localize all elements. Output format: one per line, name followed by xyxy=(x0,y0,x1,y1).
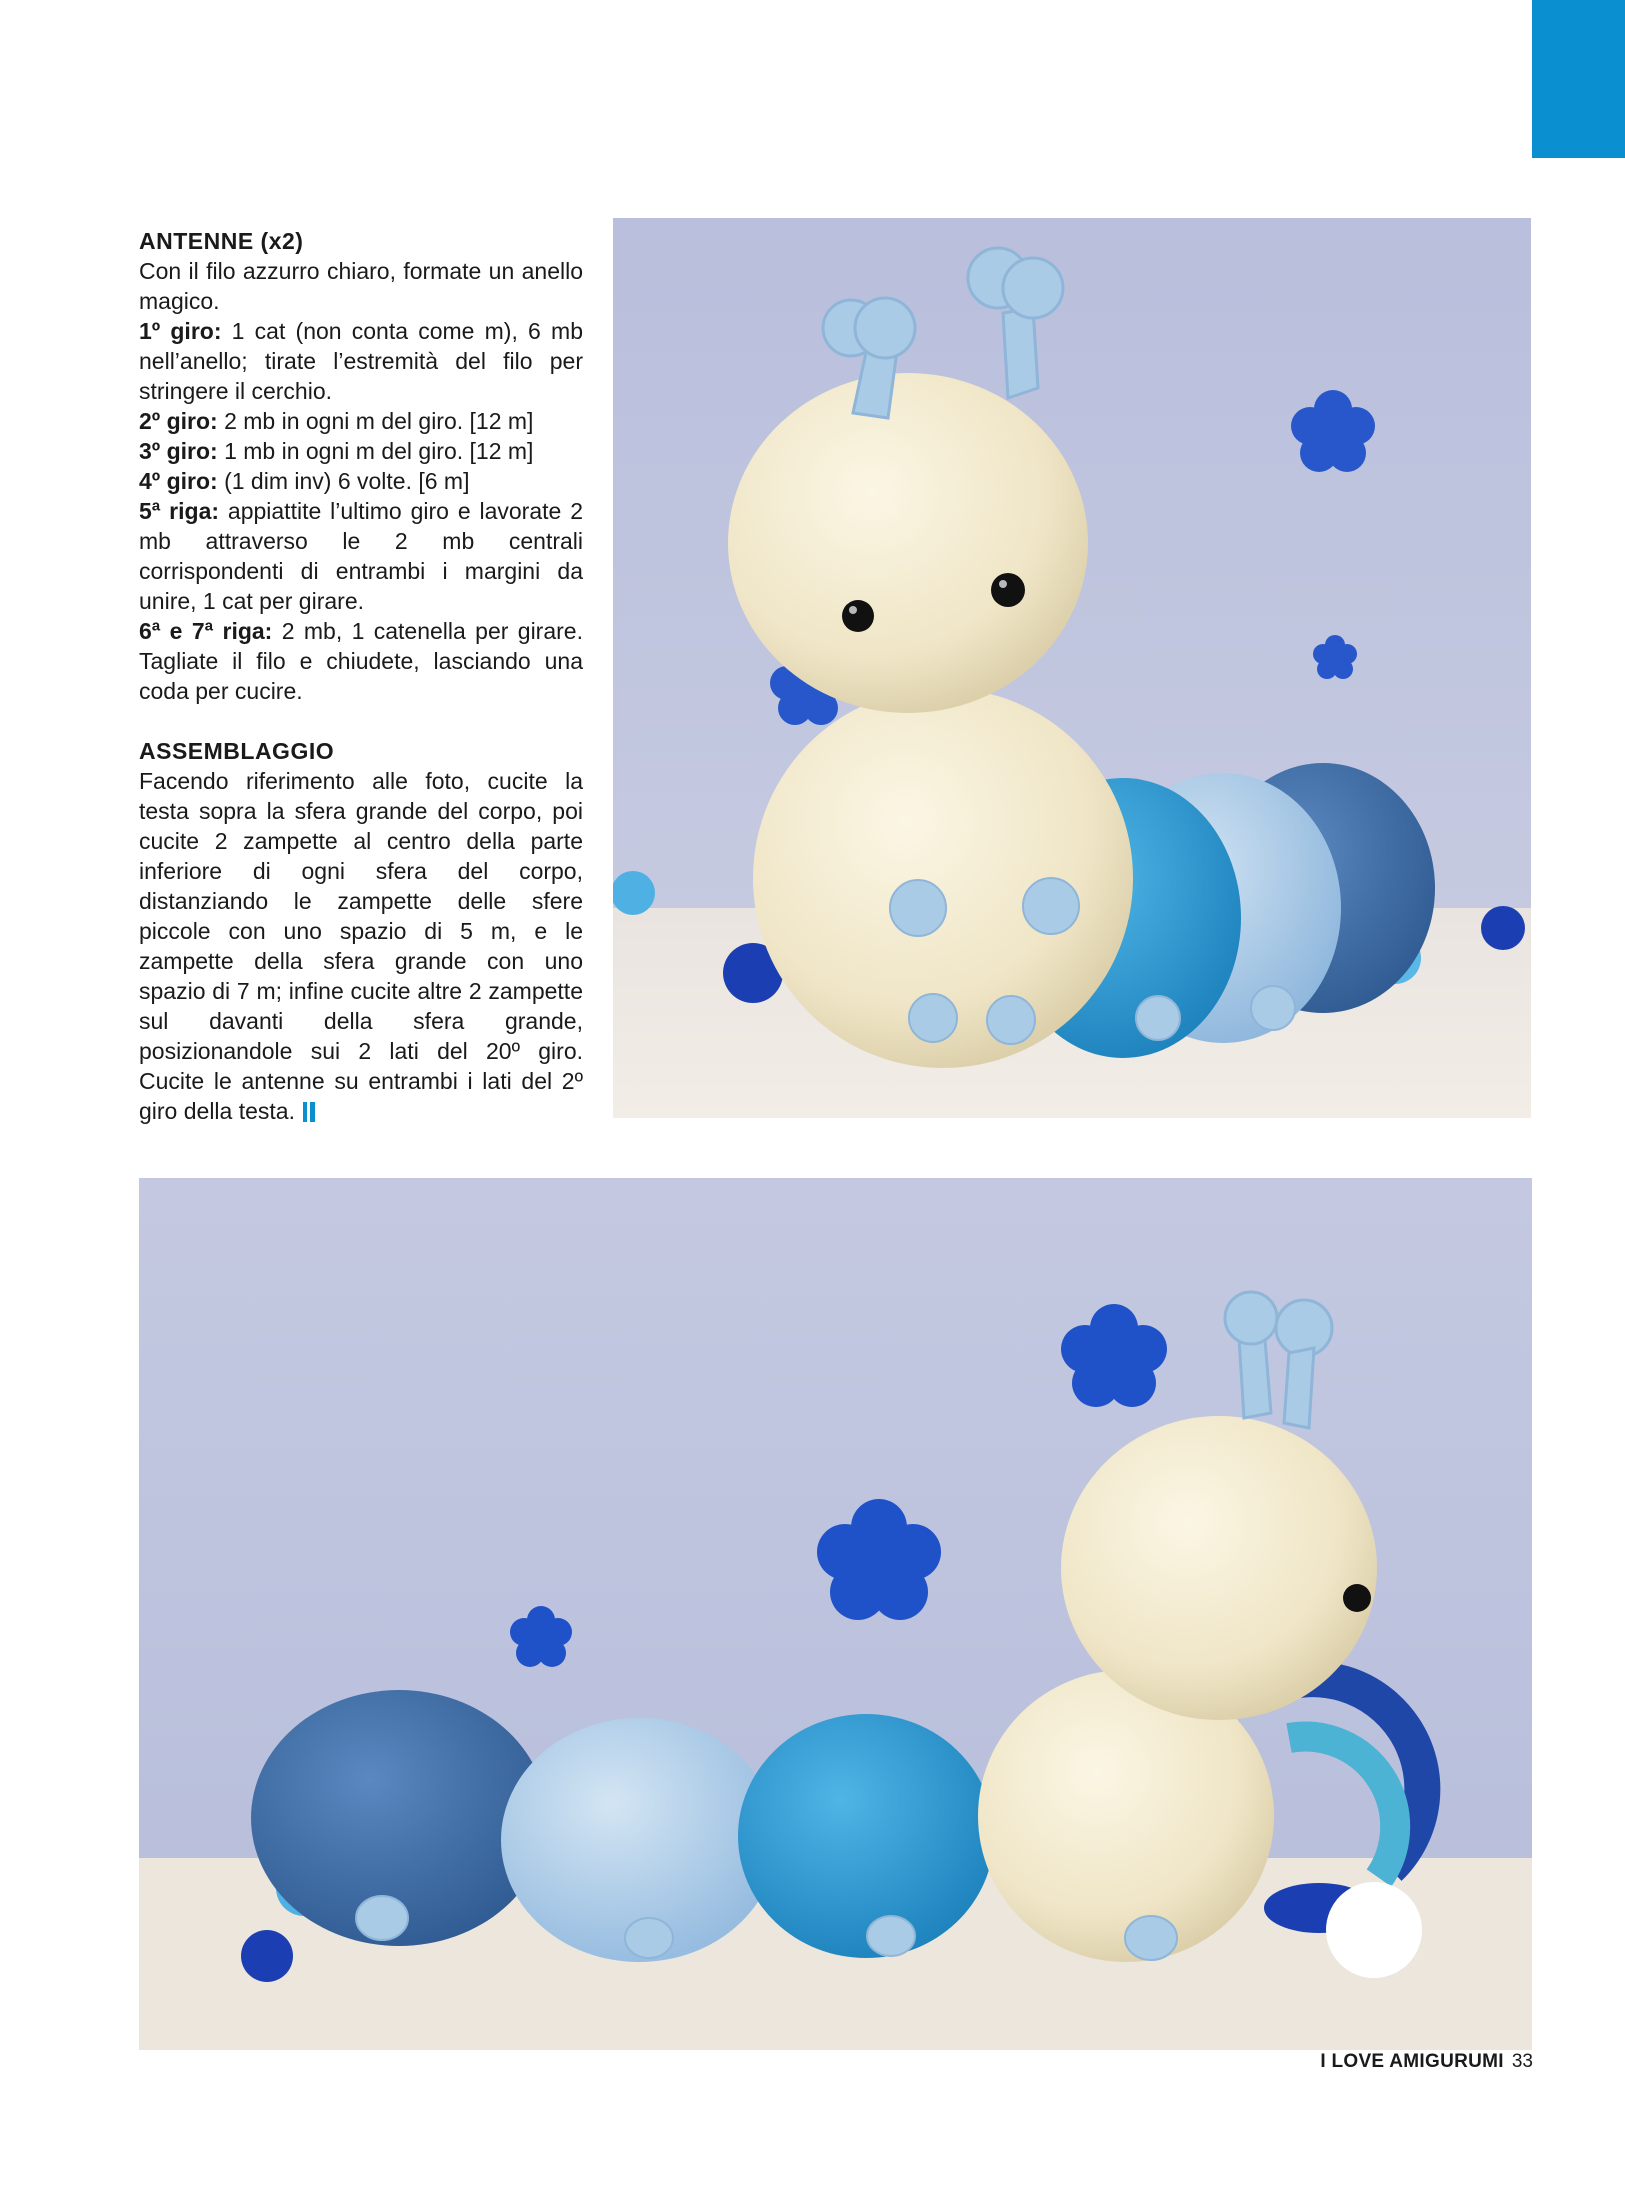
row-label: 1º giro: xyxy=(139,318,222,344)
magazine-name: I LOVE AMIGURUMI xyxy=(1320,2051,1504,2072)
antenne-row-1 xyxy=(139,316,583,406)
photo-illustration-side xyxy=(139,1178,1532,2050)
paragraph-gap xyxy=(139,706,583,736)
page-color-tab xyxy=(1532,0,1625,158)
photo-caterpillar-side xyxy=(139,1178,1532,2050)
row-label: 4º giro: xyxy=(139,468,218,494)
photo-illustration xyxy=(613,218,1531,1118)
end-mark-icon xyxy=(303,1102,316,1122)
photo-caterpillar-front xyxy=(613,218,1531,1118)
row-text: 2 mb, 1 catenella per girare. Tagliate il filo e chiudete, lasciando una coda per cucire. xyxy=(139,618,583,704)
row-label: 3º giro: xyxy=(139,438,218,464)
section-heading-assemblaggio: ASSEMBLAGGIO xyxy=(139,738,335,764)
row-label: 6ª e 7ª riga: xyxy=(139,618,273,644)
row-label: 2º giro: xyxy=(139,408,218,434)
antenne-row-4 xyxy=(139,466,583,496)
row-text: (1 dim inv) 6 volte. [6 m] xyxy=(217,468,470,494)
antenne-row-2 xyxy=(139,406,583,436)
section-heading-antenne: ANTENNE (x2) xyxy=(139,228,304,254)
antenne-row-3 xyxy=(139,436,583,466)
row-label: 5ª riga: xyxy=(139,498,220,524)
assemblaggio-paragraph xyxy=(139,766,583,1126)
antenne-row-6 xyxy=(139,616,583,706)
assemblaggio-text: Facendo riferimento alle foto, cucite la testa sopra la sfera grande del corpo, poi cucite 2 zampette al centro della parte inferiore di ogni sfera del corpo, distanziando le zampette delle sfere piccole con uno spazio di 5 m, e le zampette della sfera grande con uno spazio di 7 m; infine cucite altre 2 zampette sul davanti della sfera grande, posizionandole sui 2 lati del 20º giro. Cucite le antenne su entrambi i lati del 2º giro della testa. xyxy=(139,768,583,1124)
page-footer xyxy=(1320,2051,1533,2073)
row-text: 2 mb in ogni m del giro. [12 m] xyxy=(217,408,534,434)
row-text: appiattite l’ultimo giro e lavorate 2 mb attraverso le 2 mb centrali corrispondenti di entrambi i margini da unire, 1 cat per girare. xyxy=(139,498,583,614)
instructions-column xyxy=(139,226,583,1126)
page-number: 33 xyxy=(1511,2051,1533,2072)
antenne-row-5 xyxy=(139,496,583,616)
row-text: 1 mb in ogni m del giro. [12 m] xyxy=(217,438,534,464)
antenne-intro: Con il filo azzurro chiaro, formate un anello magico. xyxy=(139,258,583,314)
row-text: 1 cat (non conta come m), 6 mb nell’anello; tirate l’estremità del filo per stringere il cerchio. xyxy=(139,318,583,404)
